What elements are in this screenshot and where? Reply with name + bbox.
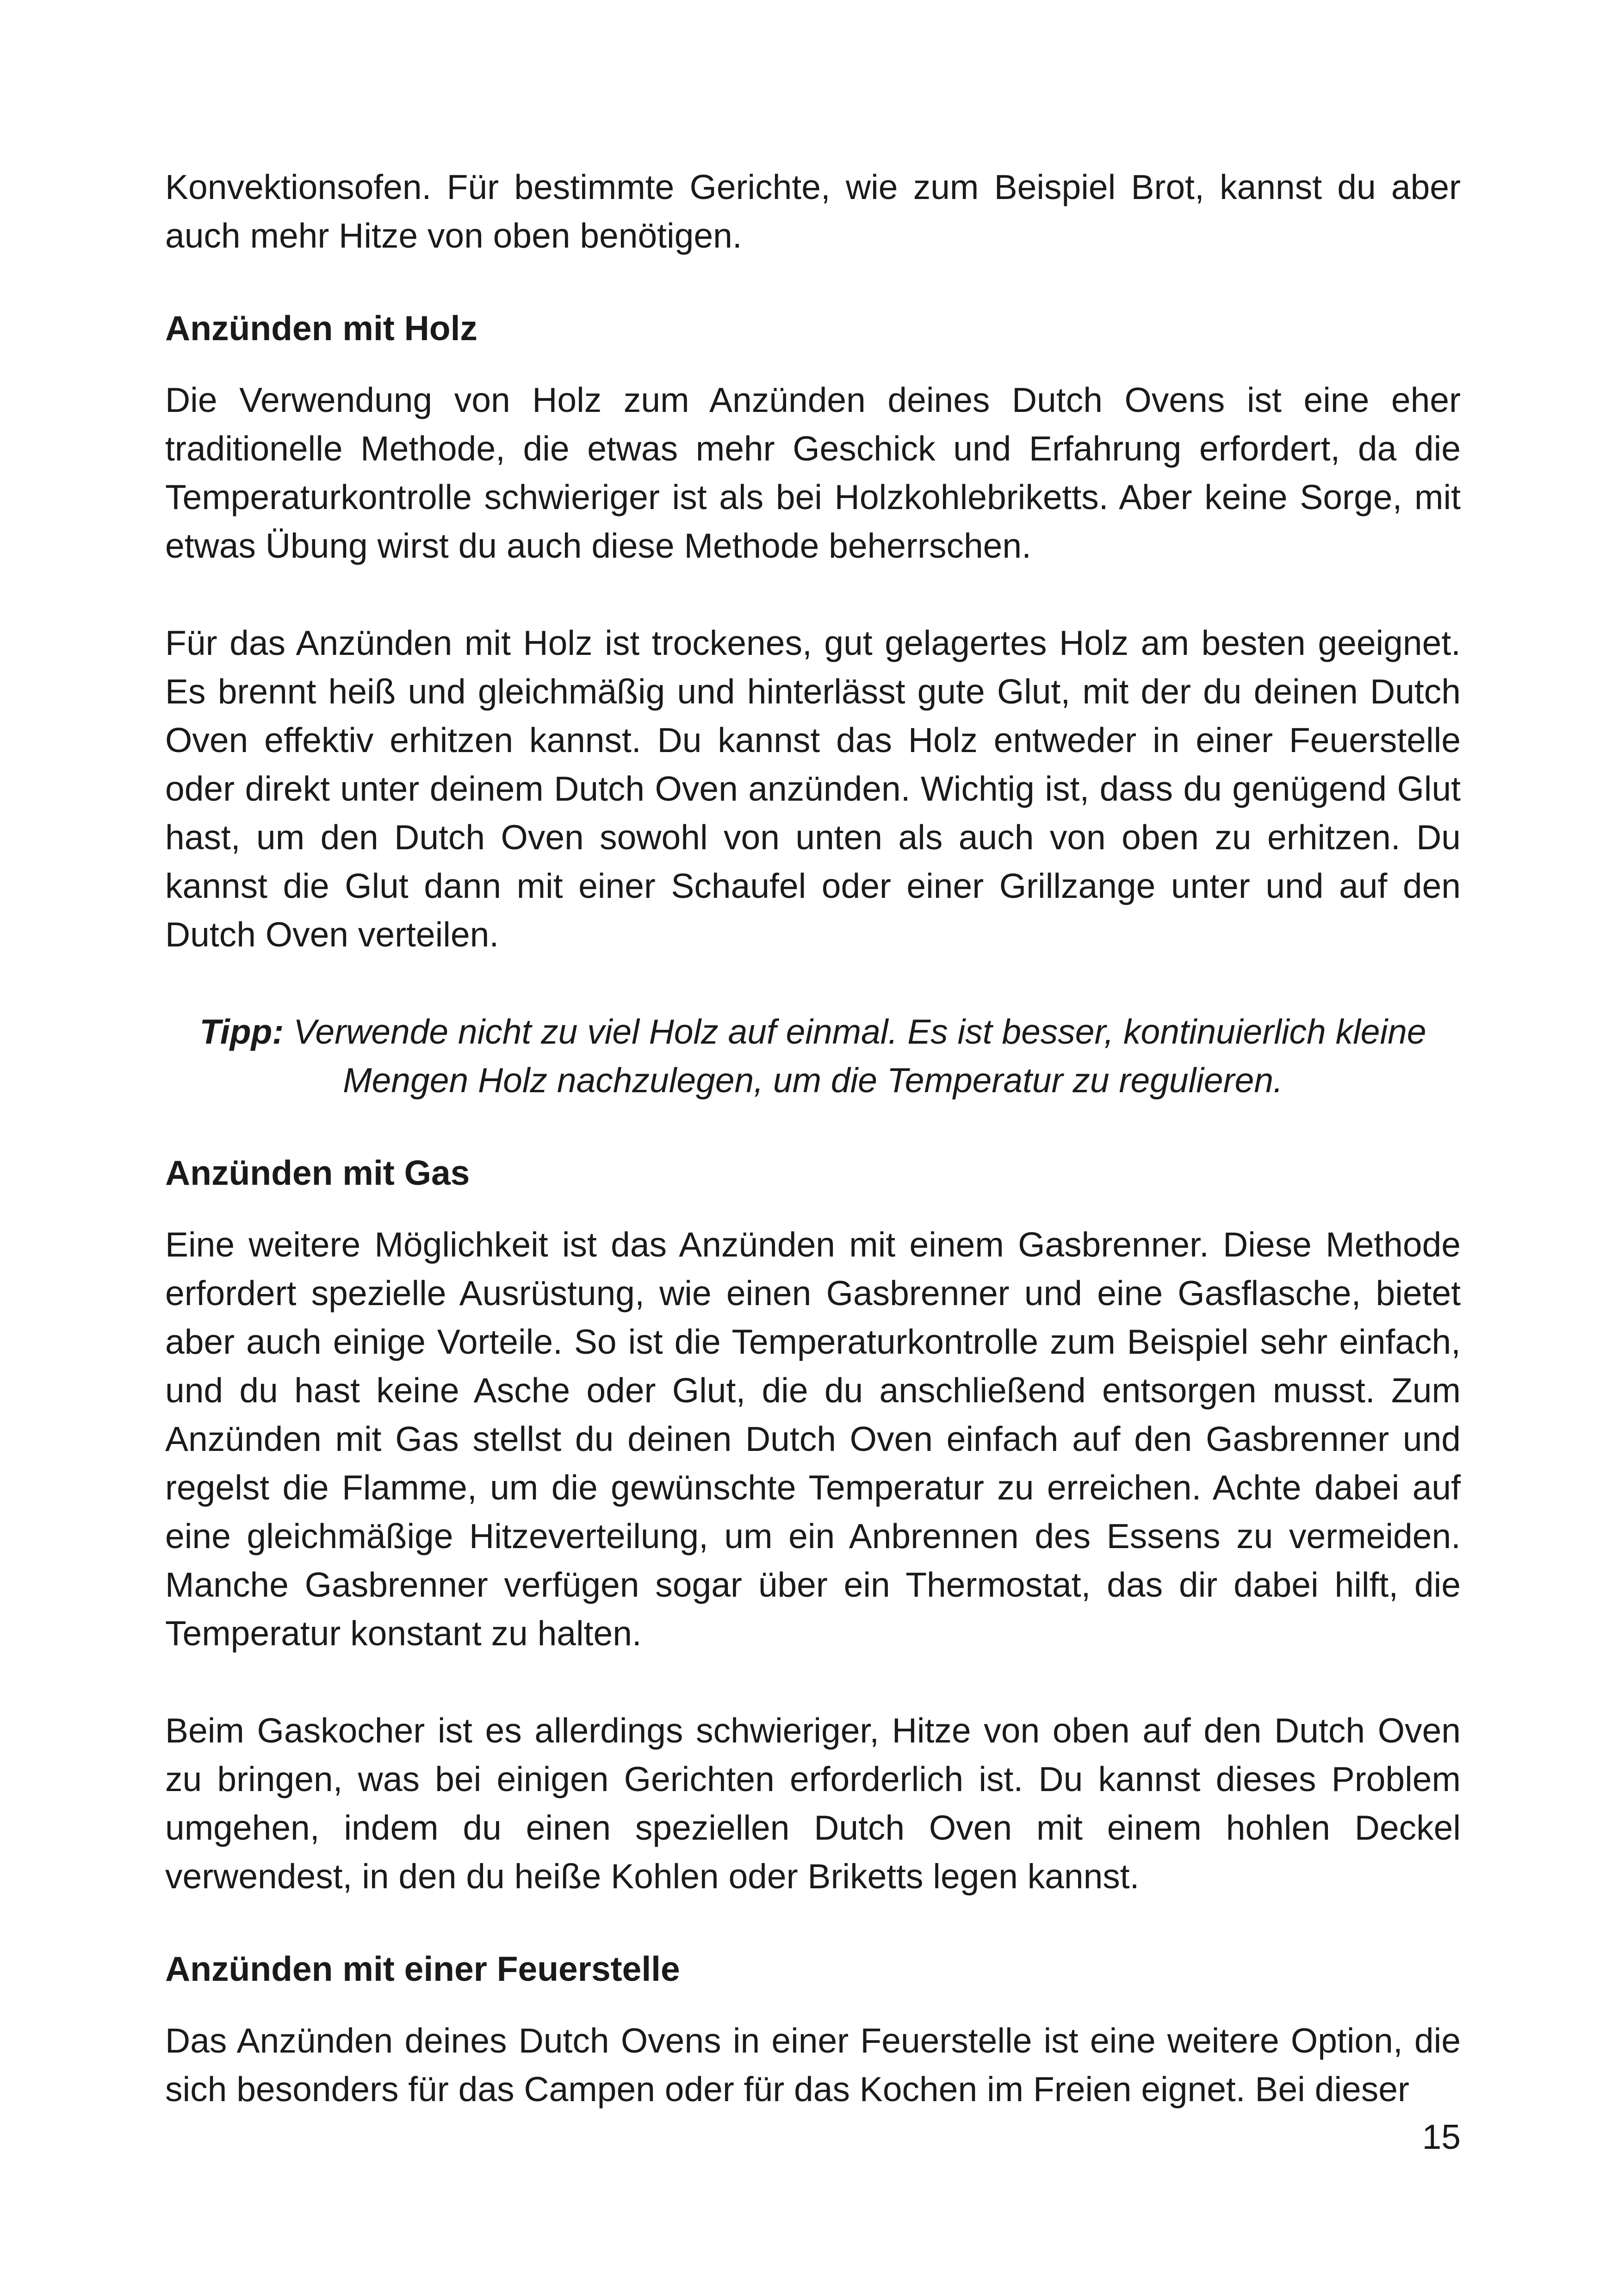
tip-label: Tipp:	[199, 1012, 284, 1051]
heading-anzuenden-holz: Anzünden mit Holz	[165, 309, 477, 348]
tip-box	[165, 1008, 1461, 1105]
tip-text: Verwende nicht zu viel Holz auf einmal. Es ist besser, kontinuierlich kleine Mengen Holz nachzulegen, um die Temperatur zu regulieren.	[284, 1012, 1426, 1100]
page-content	[165, 163, 1461, 2114]
paragraph-intro: Konvektionsofen. Für bestimmte Gerichte, wie zum Beispiel Brot, kannst du aber auch mehr Hitze von oben benötigen.	[165, 168, 1461, 255]
paragraph-feuerstelle-1: Das Anzünden deines Dutch Ovens in einer Feuerstelle ist eine weitere Option, die sich besonders für das Campen oder für das Kochen im Freien eignet. Bei dieser	[165, 2021, 1461, 2109]
paragraph-holz-2: Für das Anzünden mit Holz ist trockenes, gut gelagertes Holz am besten geeignet. Es brennt heiß und gleichmäßig und hinterlässt gute Glut, mit der du deinen Dutch Oven effektiv erhitzen kannst. Du kannst das Holz entweder in einer Feuerstelle oder direkt unter deinem Dutch Oven anzünden. Wichtig ist, dass du genügend Glut hast, um den Dutch Oven sowohl von unten als auch von oben zu erhitzen. Du kannst die Glut dann mit einer Schaufel oder einer Grillzange unter und auf den Dutch Oven verteilen.	[165, 623, 1461, 954]
page-number: 15	[1422, 2117, 1461, 2156]
paragraph-gas-1: Eine weitere Möglichkeit ist das Anzünden mit einem Gasbrenner. Diese Methode erfordert spezielle Ausrüstung, wie einen Gasbrenner und eine Gasflasche, bietet aber auch einige Vorteile. So ist die Temperaturkontrolle zum Beispiel sehr einfach, und du hast keine Asche oder Glut, die du anschließend entsorgen musst. Zum Anzünden mit Gas stellst du deinen Dutch Oven einfach auf den Gasbrenner und regelst die Flamme, um die gewünschte Temperatur zu erreichen. Achte dabei auf eine gleichmäßige Hitzeverteilung, um ein Anbrennen des Essens zu vermeiden. Manche Gasbrenner verfügen sogar über ein Thermostat, das dir dabei hilft, die Temperatur konstant zu halten.	[165, 1225, 1461, 1653]
paragraph-holz-1: Die Verwendung von Holz zum Anzünden deines Dutch Ovens ist eine eher traditionelle Methode, die etwas mehr Geschick und Erfahrung erfordert, da die Temperaturkontrolle schwieriger ist als bei Holzkohlebriketts. Aber keine Sorge, mit etwas Übung wirst du auch diese Methode beherrschen.	[165, 380, 1461, 565]
paragraph-gas-2: Beim Gaskocher ist es allerdings schwieriger, Hitze von oben auf den Dutch Oven zu bringen, was bei einigen Gerichten erforderlich ist. Du kannst dieses Problem umgehen, indem du einen speziellen Dutch Oven mit einem hohlen Deckel verwendest, in den du heiße Kohlen oder Briketts legen kannst.	[165, 1711, 1461, 1896]
heading-anzuenden-gas: Anzünden mit Gas	[165, 1153, 470, 1192]
heading-anzuenden-feuerstelle: Anzünden mit einer Feuerstelle	[165, 1949, 680, 1988]
